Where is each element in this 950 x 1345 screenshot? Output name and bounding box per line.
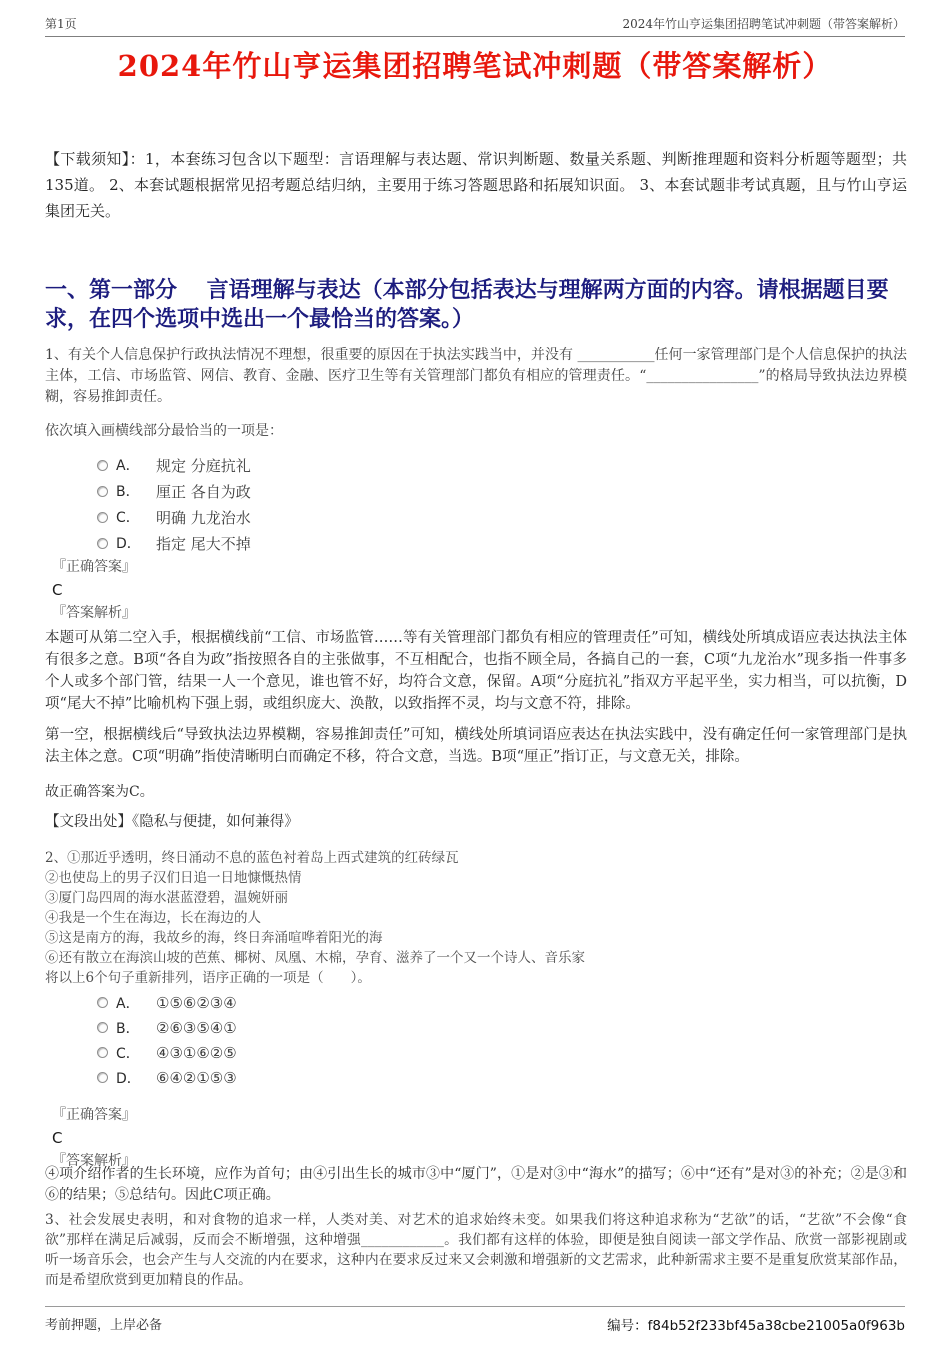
question-1-source: 【文段出处】《隐私与便捷，如何兼得》 bbox=[45, 814, 299, 830]
radio-icon[interactable] bbox=[97, 512, 108, 523]
option-text: ②⑥③⑤④① bbox=[156, 1018, 237, 1037]
radio-icon[interactable] bbox=[97, 538, 108, 549]
page-title: 2024年竹山亨运集团招聘笔试冲刺题（带答案解析） bbox=[117, 49, 833, 83]
footer-serial-number: 编号：f84b52f233bf45a38cbe21005a0f963b bbox=[607, 1318, 905, 1334]
option-text: 规定 分庭抗礼 bbox=[156, 456, 251, 475]
option-text: ⑥④②①⑤③ bbox=[156, 1068, 237, 1087]
radio-icon[interactable] bbox=[97, 486, 108, 497]
radio-icon[interactable] bbox=[97, 1072, 108, 1083]
radio-icon[interactable] bbox=[97, 460, 108, 471]
question-3-stem: 3、社会发展史表明，和对食物的追求一样，人类对美、对艺术的追求始终未变。如果我们将这种追求称为“艺欲”的话，“艺欲”不会像“食欲”那样在满足后减弱，反而会不断增强，这种增强____________。我们都有这样的体验，即便是独自阅读一部文学作品、欣赏一部影视剧或听一场音乐会，也会产生与人交流的内在要求，这种内在要求反过来又会刺激和增强新的文艺需求，此种新需求主要不是重复欣赏某部作品，而是希望欣赏到更加精良的作品。 bbox=[45, 1212, 907, 1288]
question-2-answer-block bbox=[52, 1104, 136, 1173]
radio-icon[interactable] bbox=[97, 997, 108, 1008]
option-row-b[interactable] bbox=[97, 478, 251, 504]
option-letter: C． bbox=[116, 510, 140, 526]
download-notice: 【下载须知】：1，本套练习包含以下题型：言语理解与表达题、常识判断题、数量关系题、判断推理题和资料分析题等题型；共135道。 2、本套试题根据常见招考题总结归纳，主要用于练习答题思路和拓展知识面。 3、本套试题非考试真题，且与竹山亨运集团无关。 bbox=[45, 150, 907, 220]
question-2-stem bbox=[45, 848, 907, 988]
question-1-stem: 1、有关个人信息保护行政执法情况不理想，很重要的原因在于执法实践当中，并没有 ___________任何一家管理部门是个人信息保护的执法主体，工信、市场监管、网信、教育、金融、医疗卫生等有关管理部门都负有相应的管理责任。“________________”的格局导致执法边界模糊，容易推卸责任。 bbox=[45, 347, 907, 405]
option-row-a[interactable] bbox=[97, 990, 237, 1015]
option-letter: D． bbox=[116, 536, 141, 552]
correct-answer-value: C bbox=[52, 581, 63, 599]
correct-answer-value: C bbox=[52, 1129, 63, 1147]
question-2-analysis-paragraph-1: ④项介绍作者的生长环境，应作为首句；由④引出生长的城市③中“厦门”，①是对③中“海水”的描写；⑥中“还有”是对③的补充；②是③和⑥的结果；⑤总结句。因此C项正确。 bbox=[45, 1166, 907, 1203]
page-header bbox=[45, 0, 905, 37]
option-row-c[interactable] bbox=[97, 1040, 237, 1065]
footer-slogan: 考前押题，上岸必备 bbox=[45, 1318, 163, 1333]
option-row-b[interactable] bbox=[97, 1015, 237, 1040]
option-letter: B． bbox=[116, 1020, 140, 1037]
section-heading: 一、第一部分 言语理解与表达（本部分包括表达与理解两方面的内容。请根据题目要求，在四个选项中选出一个最恰当的答案。） bbox=[45, 277, 889, 332]
option-text: 厘正 各自为政 bbox=[156, 482, 251, 501]
option-letter: C． bbox=[116, 1045, 140, 1062]
question-2-sentence: 2、①那近乎透明，终日涌动不息的蓝色衬着岛上西式建筑的红砖绿瓦 bbox=[45, 850, 459, 866]
question-2-sentence: ⑤这是南方的海，我故乡的海，终日奔涌喧哗着阳光的海 bbox=[45, 930, 383, 946]
page-footer bbox=[45, 1306, 905, 1345]
option-text: ①⑤⑥②③④ bbox=[156, 993, 237, 1012]
correct-answer-label: 『正确答案』 bbox=[52, 559, 136, 575]
option-row-d[interactable] bbox=[97, 530, 251, 556]
question-2-options bbox=[97, 990, 237, 1090]
option-row-a[interactable] bbox=[97, 452, 251, 478]
option-row-d[interactable] bbox=[97, 1065, 237, 1090]
option-text: 明确 九龙治水 bbox=[156, 508, 251, 527]
radio-icon[interactable] bbox=[97, 1022, 108, 1033]
question-2-sentence: ④我是一个生在海边，长在海边的人 bbox=[45, 910, 261, 926]
question-1-prompt: 依次填入画横线部分最恰当的一项是： bbox=[45, 423, 283, 439]
option-letter: A． bbox=[116, 995, 140, 1012]
analysis-label: 『答案解析』 bbox=[52, 605, 136, 621]
question-1-conclusion: 故正确答案为C。 bbox=[45, 784, 154, 800]
header-page-number: 第1页 bbox=[45, 17, 77, 31]
analysis-label: 『答案解析』 bbox=[52, 1153, 136, 1169]
correct-answer-label: 『正确答案』 bbox=[52, 1107, 136, 1123]
header-doc-title: 2024年竹山亨运集团招聘笔试冲刺题（带答案解析） bbox=[622, 17, 905, 31]
option-letter: B． bbox=[116, 484, 140, 500]
question-2-sentence: ③厦门岛四周的海水湛蓝澄碧，温婉妍丽 bbox=[45, 890, 288, 906]
question-2-sentence: ②也使岛上的男子汉们日追一日地慷慨热情 bbox=[45, 870, 302, 886]
question-1-analysis-paragraph-2: 第一空，根据横线后“导致执法边界模糊，容易推卸责任”可知，横线处所填词语应表达在执法实践中，没有确定任何一家管理部门是执法主体之意。C项“明确”指使清晰明白而确定不移，符合文意，当选。B项“厘正”指订正，与文意无关，排除。 bbox=[45, 727, 907, 765]
option-letter: A． bbox=[116, 458, 140, 474]
option-text: 指定 尾大不掉 bbox=[156, 534, 251, 553]
radio-icon[interactable] bbox=[97, 1047, 108, 1058]
question-2-sentence: ⑥还有散立在海滨山坡的芭蕉、椰树、凤凰、木棉，孕育、滋养了一个又一个诗人、音乐家 bbox=[45, 950, 585, 966]
question-1-answer-block bbox=[52, 556, 136, 625]
question-1-analysis-paragraph-1: 本题可从第二空入手，根据横线前“工信、市场监管……等有关管理部门都负有相应的管理责任”可知，横线处所填成语应表达执法主体有很多之意。B项“各自为政”指按照各自的主张做事，不互相配合，也指不顾全局，各搞自己的一套，C项“九龙治水”现多指一件事多个人或多个部门管，结果一人一个意见，谁也管不好，均符合文意，保留。A项“分庭抗礼”指双方平起平坐，实力相当，可以抗衡，D项“尾大不掉”比喻机构下强上弱，或组织庞大、涣散，以致指挥不灵，均与文意不符，排除。 bbox=[45, 630, 907, 712]
option-letter: D． bbox=[116, 1070, 141, 1087]
question-1-options bbox=[97, 452, 251, 556]
question-2-prompt: 将以上6个句子重新排列，语序正确的一项是（ ）。 bbox=[45, 970, 371, 986]
option-row-c[interactable] bbox=[97, 504, 251, 530]
option-text: ④③①⑥②⑤ bbox=[156, 1043, 237, 1062]
